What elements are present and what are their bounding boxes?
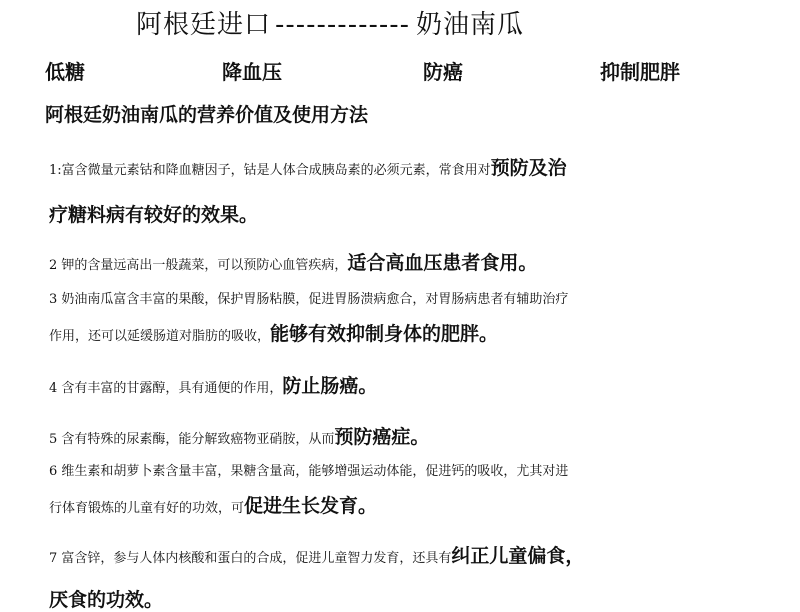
item-3-highlight: 能够有效抑制身体的肥胖。 [270,323,499,345]
benefit-anti-cancer: 防癌 [423,60,463,84]
title-origin: 阿根廷进口 [136,10,272,40]
item-4-text: 4 含有丰富的甘露醇，具有通便的作用， [49,381,283,396]
item-1-highlight: 预防及治 [490,157,567,179]
benefit-anti-obesity: 抑制肥胖 [600,60,680,84]
item-6-line-1: 6 维生素和胡萝卜素含量丰富，果糖含量高，能够增强运动体能，促进钙的吸收，尤其对进 [49,464,569,479]
section-heading: 阿根廷奶油南瓜的营养价值及使用方法 [45,104,369,126]
title-separator: ------------- [275,10,410,40]
item-6-highlight: 促进生长发育。 [244,495,378,517]
item-3-text: 作用，还可以延缓肠道对脂肪的吸收， [49,329,271,344]
item-3-line-2 [49,319,498,346]
item-7-highlight: 纠正儿童偏食， [451,545,585,567]
item-5-line [49,422,429,449]
item-7-text: 7 富含锌，参与人体内核酸和蛋白的合成，促进儿童智力发育，还具有 [49,551,452,566]
item-4-line [49,371,377,398]
item-1-text: 1:富含微量元素钴和降血糖因子，钴是人体合成胰岛素的必须元素，常食用对 [49,163,491,178]
benefit-lower-blood-pressure: 降血压 [222,60,282,84]
item-6-line-2 [49,491,377,518]
item-2-text: 2 钾的含量远高出一般蔬菜，可以预防心血管疾病， [49,258,348,273]
item-1-line [49,153,567,180]
item-6-text: 行体育锻炼的儿童有好的功效，可 [49,501,245,516]
item-3-line-1: 3 奶油南瓜富含丰富的果酸，保护胃肠粘膜，促进胃肠溃病愈合，对胃肠病患者有辅助治疗 [49,292,569,307]
item-5-text: 5 含有特殊的尿素酶，能分解致癌物亚硝胺，从而 [49,432,335,447]
item-7-line [49,541,584,568]
item-2-line [49,248,537,275]
item-7-highlight-cont: 厌食的功效。 [49,589,164,611]
item-4-highlight: 防止肠癌。 [282,375,378,397]
item-1-highlight-cont: 疗糖料病有较好的效果。 [49,204,259,226]
benefit-low-sugar: 低糖 [45,60,85,84]
item-5-highlight: 预防癌症。 [334,426,430,448]
page-title [136,4,524,41]
benefits-row [0,56,800,84]
item-2-highlight: 适合高血压患者食用。 [347,252,538,274]
title-product: 奶油南瓜 [415,10,524,40]
